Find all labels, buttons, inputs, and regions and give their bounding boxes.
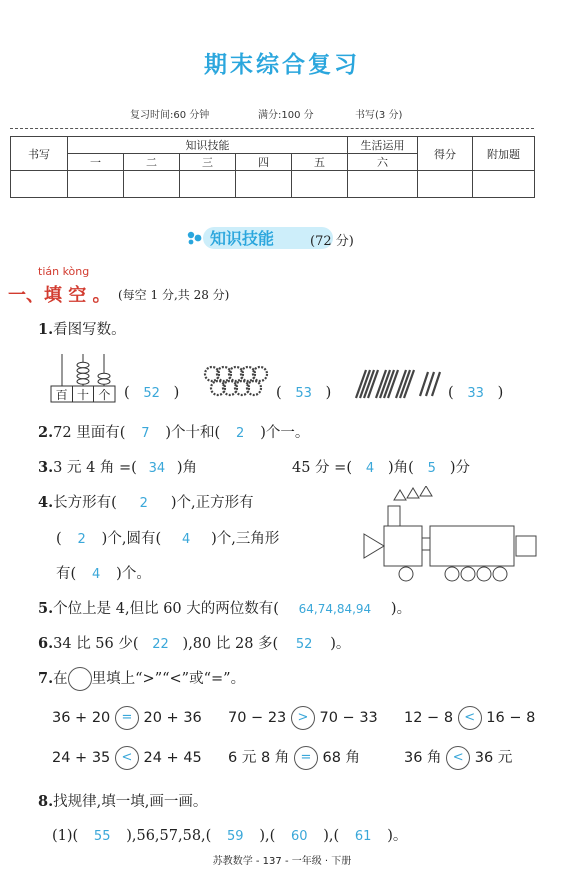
question-4-line2: ( 2 )个,圆有( 4 )个,三角形: [56, 531, 280, 547]
score-cell[interactable]: [11, 171, 68, 198]
header-score: 得分: [418, 137, 473, 171]
score-cell[interactable]: [180, 171, 236, 198]
score-cell[interactable]: [68, 171, 124, 198]
score-cell[interactable]: [124, 171, 180, 198]
part-note: (每空 1 分,共 28 分): [118, 288, 230, 302]
q1-answer-c: ( 33 ): [448, 385, 504, 401]
question-4-line1: 4.长方形有( 2 )个,正方形有: [38, 494, 254, 511]
abacus-labels: 百 十 个: [55, 388, 111, 402]
header-writing: 书写: [11, 137, 68, 171]
question-4-line3: 有( 4 )个。: [56, 566, 151, 582]
sub-header: 四: [236, 154, 292, 171]
compare-item: 36 角 < 36 元: [404, 746, 512, 770]
question-8: 8.找规律,填一填,画一画。: [38, 793, 208, 810]
compare-item: 12 − 8 < 16 − 8: [404, 706, 535, 730]
compare-item: 6 元 8 角 = 68 角: [228, 746, 360, 770]
score-cell[interactable]: [292, 171, 348, 198]
exam-time: 复习时间:60 分钟: [130, 110, 210, 121]
sub-header: 二: [124, 154, 180, 171]
full-score: 满分:100 分: [258, 110, 314, 121]
header-life: 生活运用: [348, 137, 418, 154]
sub-header: 六: [348, 154, 418, 171]
header-bonus: 附加题: [473, 137, 535, 171]
q1-answer-a: ( 52 ): [124, 385, 180, 401]
compare-item: 36 + 20 = 20 + 36: [52, 706, 202, 730]
question-2: 2.72 里面有( 7 )个十和( 2 )个一。: [38, 424, 310, 441]
q1-answer-b: ( 53 ): [276, 385, 332, 401]
score-table: [10, 136, 535, 198]
section-title: 知识技能: [210, 229, 275, 248]
section-points: (72 分): [310, 234, 354, 249]
dots-icon: [186, 231, 206, 245]
sub-header: 三: [180, 154, 236, 171]
question-3b: 45 分 =( 4 )角( 5 )分: [292, 460, 470, 476]
sticks-bundle-icon: [352, 366, 446, 402]
question-7: 7.在 里填上“>”“<”或“=”。: [38, 667, 245, 691]
page-footer: 苏教数学 - 137 - 一年级 · 下册: [212, 856, 352, 867]
question-1: 1.看图写数。: [38, 321, 126, 338]
compare-item: 70 − 23 > 70 − 33: [228, 706, 378, 730]
header-knowledge: 知识技能: [68, 137, 348, 154]
question-5: 5.个位上是 4,但比 60 大的两位数有( 64,74,84,94 )。: [38, 600, 412, 617]
score-cell[interactable]: [236, 171, 292, 198]
page-title: 期末综合复习: [204, 52, 360, 78]
empty-circle-icon: [68, 667, 92, 691]
pinyin: tián kòng: [38, 265, 90, 278]
train-figure-icon: [360, 486, 540, 586]
divider: [10, 128, 534, 129]
score-cell[interactable]: [473, 171, 535, 198]
question-6: 6.34 比 56 少( 22 ),80 比 28 多( 52 )。: [38, 635, 351, 652]
compare-item: 24 + 35 < 24 + 45: [52, 746, 202, 770]
part-title: 一、填 空 。: [8, 285, 111, 306]
score-cell[interactable]: [348, 171, 418, 198]
question-8-1: (1)( 55 ),56,57,58,( 59 ),( 60 ),( 61 )。: [52, 828, 408, 844]
score-cell[interactable]: [418, 171, 473, 198]
writing-score: 书写(3 分): [355, 110, 403, 121]
sub-header: 一: [68, 154, 124, 171]
rings-icon: [202, 362, 274, 402]
sub-header: 五: [292, 154, 348, 171]
question-3: 3.3 元 4 角 =( 34 )角: [38, 459, 198, 476]
